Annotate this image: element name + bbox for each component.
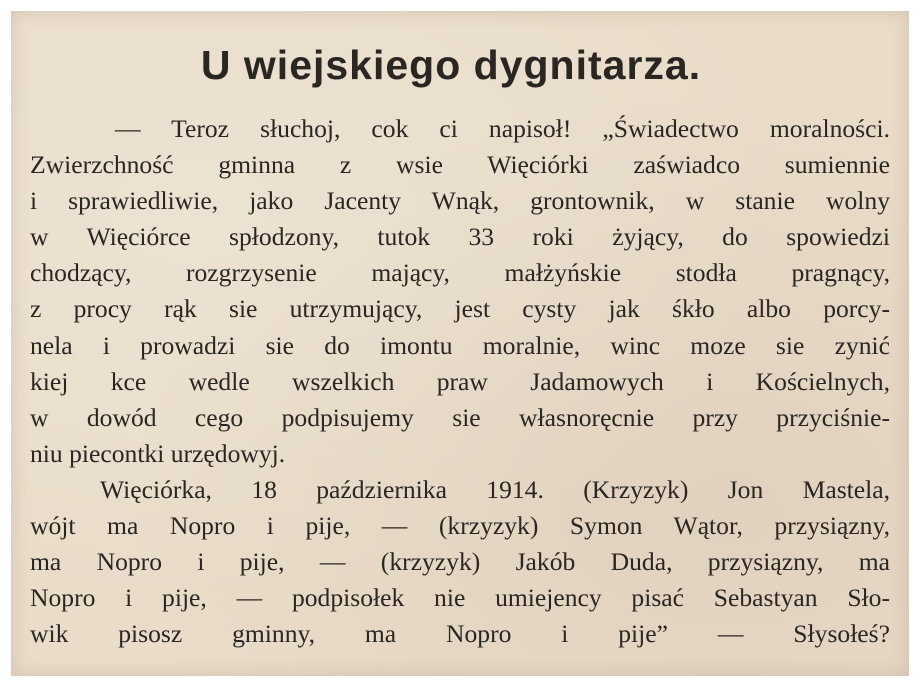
text-line: wójt ma Nopro i pije, — (krzyzyk) Symon Wątor, przysiązny, bbox=[30, 511, 890, 541]
article-title: U wiejskiego dygnitarza. bbox=[200, 42, 702, 88]
text-line: chodzący, rozgrzysenie mający, małżyńskie stodła pragnący, bbox=[30, 258, 890, 288]
text-line: z procy rąk sie utrzymujący, jest cysty jak śkło albo porcy- bbox=[30, 294, 890, 324]
text-line: ma Nopro i pije, — (krzyzyk) Jakób Duda, przysiązny, ma bbox=[30, 547, 890, 577]
text-line: Zwierzchność gminna z wsie Więciórki zaświadco sumiennie bbox=[30, 150, 890, 180]
text-line: wik pisosz gminny, ma Nopro i pije” — Słysołeś? bbox=[30, 619, 890, 649]
text-line: — Teroz słuchoj, cok ci napisoł! „Świadectwo moralności. bbox=[115, 114, 890, 143]
article-body bbox=[30, 111, 890, 652]
text-line: w Więciórce spłodzony, tutok 33 roki żyjący, do spowiedzi bbox=[30, 222, 890, 252]
text-line: Nopro i pije, — podpisołek nie umiejency pisać Sebastyan Sło- bbox=[30, 583, 890, 613]
text-line: nela i prowadzi sie do imontu moralnie, winc moze sie zynić bbox=[30, 330, 890, 360]
text-line: kiej kce wedle wszelkich praw Jadamowych i Kościelnych, bbox=[30, 366, 890, 396]
text-line: Więciórka, 18 października 1914. (Krzyzyk) Jon Mastela, bbox=[100, 474, 890, 504]
newspaper-clipping bbox=[11, 11, 909, 676]
text-line: i sprawiedliwie, jako Jacenty Wnąk, grontownik, w stanie wolny bbox=[30, 186, 890, 216]
text-line: w dowód cego podpisujemy sie własnoręcnie przy przyciśnie- bbox=[30, 402, 890, 432]
text-line: niu piecontki urzędowyj. bbox=[30, 438, 286, 468]
